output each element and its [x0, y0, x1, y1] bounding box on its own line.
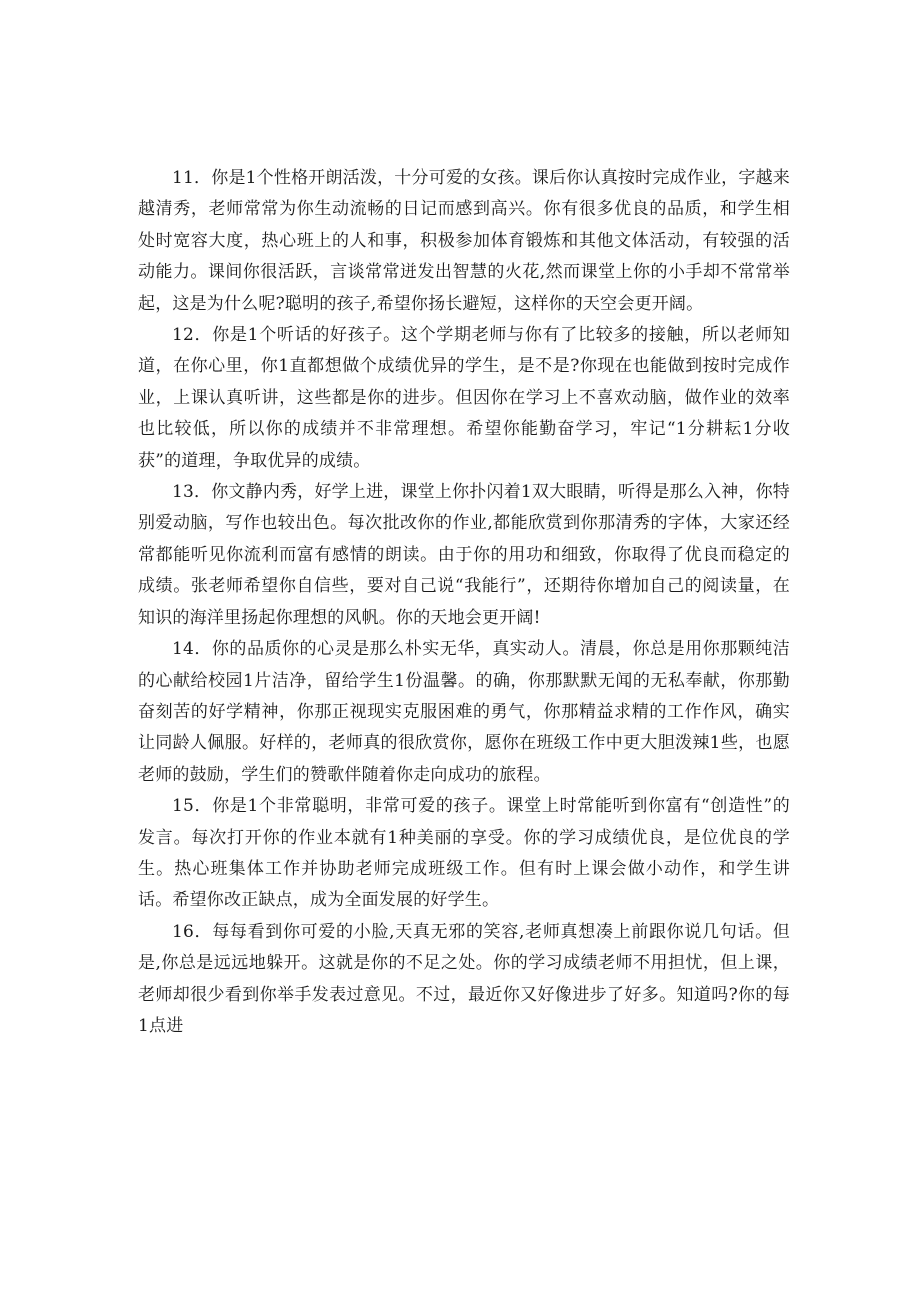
paragraph-12: 12．你是1个听话的好孩子。这个学期老师与你有了比较多的接触，所以老师知道，在你心里，你1直都想做个成绩优异的学生，是不是?你现在也能做到按时完成作业，上课认真听讲，这些都是你的进步。但因你在学习上不喜欢动脑，做作业的效率也比较低，所以你的成绩并不非常理想。希望你能勤奋学习，牢记“1分耕耘1分收获”的道理，争取优异的成绩。: [138, 325, 790, 471]
paragraph-16: 16．每每看到你可爱的小脸,天真无邪的笑容,老师真想凑上前跟你说几句话。但是,你总是远远地躲开。这就是你的不足之处。你的学习成绩老师不用担忧，但上课，老师却很少看到你举手发表过意见。不过，最近你又好像进步了好多。知道吗?你的每1点进: [138, 921, 790, 1036]
document-body: [138, 163, 790, 1042]
paragraph-15: 15．你是1个非常聪明，非常可爱的孩子。课堂上时常能听到你富有“创造性”的发言。每次打开你的作业本就有1种美丽的享受。你的学习成绩优良，是位优良的学生。热心班集体工作并协助老师完成班级工作。但有时上课会做小动作，和学生讲话。希望你改正缺点，成为全面发展的好学生。: [138, 796, 790, 911]
paragraph-11: 11．你是1个性格开朗活泼，十分可爱的女孩。课后你认真按时完成作业，字越来越清秀，老师常常为你生动流畅的日记而感到高兴。你有很多优良的品质，和学生相处时宽容大度，热心班上的人和事，积极参加体育锻炼和其他文体活动，有较强的活动能力。课间你很活跃，言谈常常迸发出智慧的火花,然而课堂上你的小手却不常常举起，这是为什么呢?聪明的孩子,希望你扬长避短，这样你的天空会更开阔。: [138, 168, 790, 314]
paragraph-14: 14．你的品质你的心灵是那么朴实无华，真实动人。清晨，你总是用你那颗纯洁的心献给校园1片洁净，留给学生1份温馨。的确，你那默默无闻的无私奉献，你那勤奋刻苦的好学精神，你那正视现实克服困难的勇气，你那精益求精的工作作风，确实让同龄人佩服。好样的，老师真的很欣赏你，愿你在班级工作中更大胆泼辣1些，也愿老师的鼓励，学生们的赞歌伴随着你走向成功的旅程。: [138, 639, 790, 785]
paragraph-13: 13．你文静内秀，好学上进，课堂上你扑闪着1双大眼睛，听得是那么入神，你特别爱动脑，写作也较出色。每次批改你的作业,都能欣赏到你那清秀的字体，大家还经常都能听见你流利而富有感情的朗读。由于你的用功和细致，你取得了优良而稳定的成绩。张老师希望你自信些，要对自己说“我能行”，还期待你增加自己的阅读量，在知识的海洋里扬起你理想的风帆。你的天地会更开阔!: [138, 482, 790, 628]
